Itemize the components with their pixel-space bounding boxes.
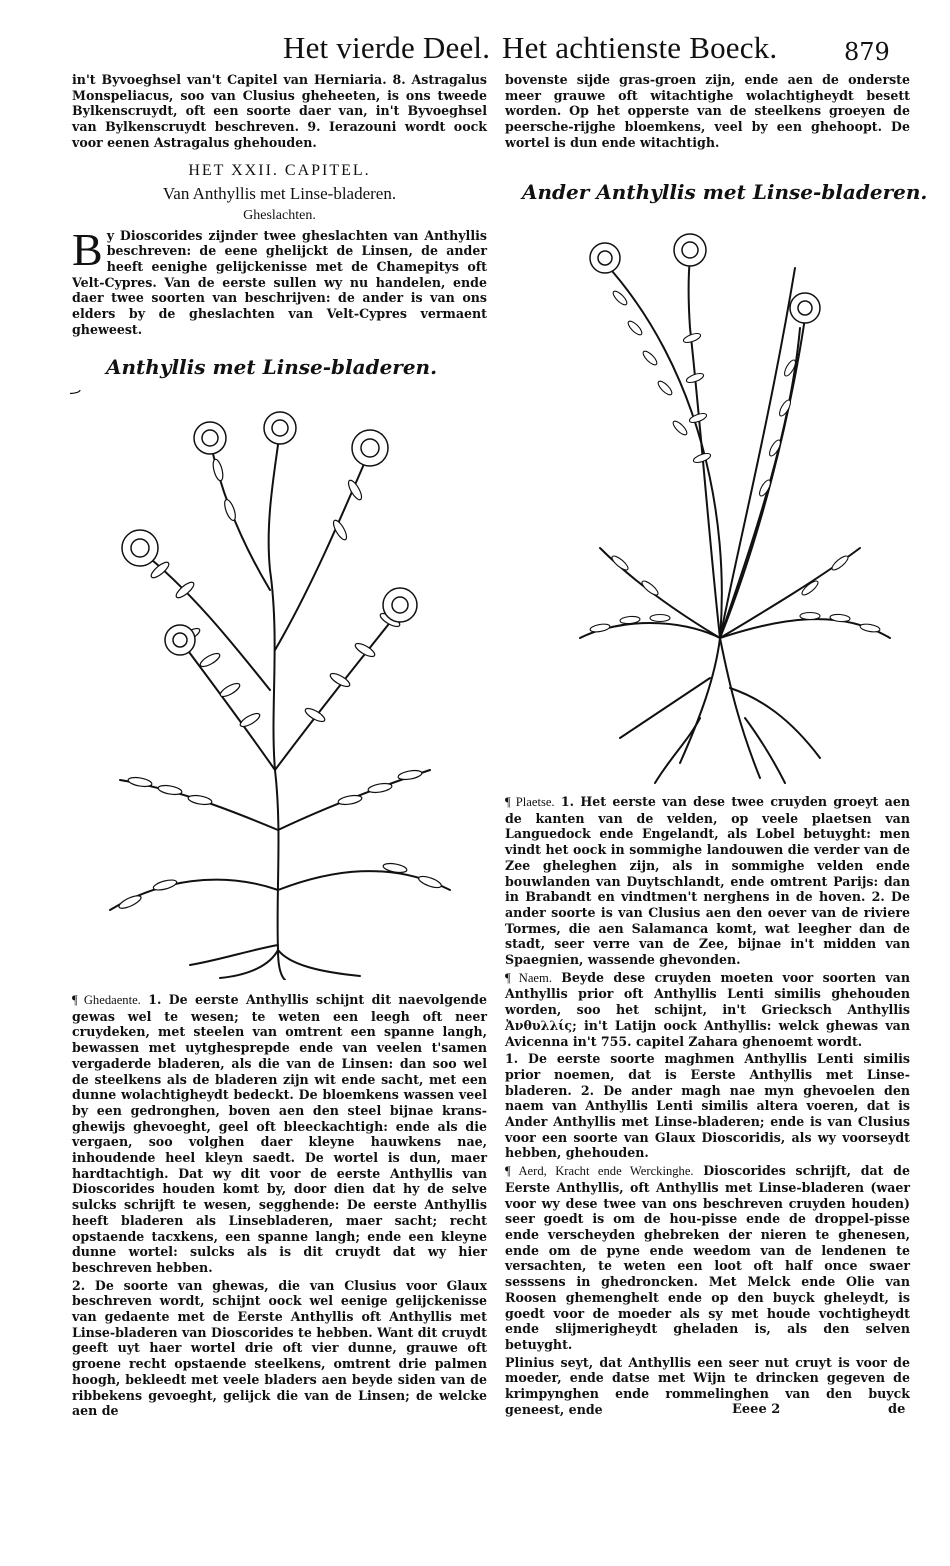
naem-paragraph: ¶ Naem. Beyde dese cruyden moeten voor soorten van Anthyllis prior oft Anthyllis Lenti similis ghehouden worden, soo het schijnt, in't Griecksch Anthyllis Ἀνθυλλίς; in't Latijn oock Anthyllis: welck ghewas van Avicenna in't 755. capitel Zahara ghenoemt wordt. [505,969,910,1049]
naem-paragraph-2: 1. De eerste soorte maghmen Anthyllis Lenti similis prior noemen, dat is Eerste Anthyllis met Linse-bladeren. 2. De ander magh nae myn ghevoelen den naem van Anthyllis Lenti similis altera voeren, dat is Ander Anthyllis met Linse-bladeren; ende is van Clusius voor een soorte van Glaux Dioscoridis, als wy voorseydt hebben, ghehouden. [505,1051,910,1161]
right-column-top: bovenste sijde gras-groen zijn, ende aen de onderste meer grauwe oft witachtighe wolachtigheydt besett worden. Op het opperste van de steelkens groeyen de peersche-rijghe bloemkens, veel by een ghehoopt. De wortel is dun ende witachtigh. [505,72,910,150]
plaetse-label: ¶ Plaetse. [505,795,555,809]
chapter-heading: HET XXII. CAPITEL. [188,161,371,179]
catchword: de [888,1402,906,1417]
left-figure-caption: Anthyllis met Linse-bladeren. [106,355,438,379]
ander-anthyllis-woodcut-illustration [560,218,910,788]
left-column-bottom [72,992,487,1421]
ghedaente-label: ¶ Ghedaente. [72,993,141,1007]
plinius-paragraph: Plinius seyt, dat Anthyllis een seer nut cruyt is voor de moeder, ende datse met Wijn te drincken gegeven de krimpynghen ende rommelinghen van den buyck geneest, ende [505,1354,910,1417]
naem-label: ¶ Naem. [505,970,552,985]
right-figure-caption: Ander Anthyllis met Linse-bladeren. [522,180,928,204]
aerd-label: ¶ Aerd, Kracht ende Werckinghe. [505,1164,694,1179]
signature-mark: Eeee 2 [732,1402,781,1417]
second-kind-paragraph: 2. De soorte van ghewas, die van Clusius voor Glaux beschreven wordt, schijnt oock wel eenige gelijckenisse van gedaente met de Eerste Anthyllis oft Anthyllis met Linse-bladeren van Dioscorides te hebben. Want dit cruydt geeft uyt haer wortel drie oft vier dunne, grauwe oft groene recht opstaende steelkens, omtrent drie palmen hoogh, bekleedt met veele bladers aen beyde siden van de ribbekens gevoeght, gelijck die van de Linsen; de welcke aen de [72,1277,487,1419]
gheslachten-paragraph: B y Dioscorides zijnder twee gheslachten van Anthyllis beschreven: de eene ghelijckt de Linsen, de ander heeft eenighe gelijckenisse met de Chamepitys oft Velt-Cypres. Van de eerste sullen wy nu handelen, ende daer twee soorten van beschrijven: de ander is van ons elders by de gheslachten van Velt-Cypres vermaent gheweest. [72,223,487,337]
page-number: 879 [844,38,890,66]
anthyllis-woodcut-illustration [70,390,490,980]
ghedaente-paragraph: ¶ Ghedaente. 1. De eerste Anthyllis schijnt dit naevolgende gewas wel te wesen; te weten een leegh oft neer cruydeken, met steelen van omtrent een spanne langh, bewassen met uytghesprepde ende van veelen t'samen vergaderde bladeren, als die van de Linsen: dan soo wel de steelkens als de bladeren zijn wit ende sacht, met een dunne wolachtigheydt bedeckt. De bloemkens wassen veel by een gedronghen, boven aen den steel bijnae krans-ghewijs ghevoeght, geel oft bleeckachtigh: ende als die vergaen, soo volghen daer kleyne hauwkens nae, inhoudende heel kleyn saedt. De wortel is dun, maer hardtachtigh. Dat wy dit voor de eerste Anthyllis van Dioscorides houden komt by, door dien dat hy de selve sulcks schrijft te wesen, segghende: De eerste Anthyllis heeft bladeren als Linsebladeren, maer sacht; recht opstaende tacxkens, een spanne langh; ende een kleyne dunne wortel: sulcks als is dit cruydt dat wy hier beschreven hebben. [72,992,488,1275]
left-column-top [72,72,487,338]
left-running-title: Het vierde Deel. [283,30,491,65]
right-running-title: Het achtienste Boeck. [502,30,778,65]
intro-paragraph: in't Byvoeghsel van't Capitel van Herniaria. 8. Astragalus Monspeliacus, soo van Clusius gheheeten, is ons tweede Bylkenscruydt, oft een soorte daer van, in't Byvoeghsel van Bylkenscruydt beschreven. 9. Ierazouni wordt oock voor eenen Astragalus ghehouden. [72,72,487,150]
section-heading: Gheslachten. [243,207,316,223]
chapter-title: Van Anthyllis met Linse-bladeren. [162,184,397,204]
aerd-paragraph: ¶ Aerd, Kracht ende Werckinghe. Dioscorides schrijft, dat de Eerste Anthyllis, oft Anthyllis met Linse-bladeren (waer voor wy dese twee van ons beschreven cruyden houden) seer goedt is om de hou-pisse ende de droppel-pisse ende verscheyden ghebreken der nieren te ghenesen, ende om de pyne ende weedom van de lendenen te versachten, te weten een loot oft half once swaer sesssens in ghedroncken. Met Melck ende Olie van Roosen ghemenghelt ende op den buyck gheleydt, is goedt voor de moeder als sy met houde vochtigheydt ende slijmerigheydt gheladen is, als den selven betuyght. [505,1163,910,1352]
dropcap: B [72,223,103,275]
right-column-bottom [505,794,910,1419]
plaetse-paragraph: ¶ Plaetse. 1. Het eerste van dese twee cruyden groeyt aen de kanten van de velden, op veele plaetsen van Languedock ende Engelandt, als Lobel betuyght: men vindt het oock in sommighe landouwen die verder van de Zee gheleghen zijn, als in sommighe velden ende bouwlanden van Duytschlandt, ende omtrent Parijs: dan in Brabandt en vindtmen't nerghens in de hoven. 2. De ander soorte is van Clusius aen den oever van de riviere Tormes, die aen Salamanca komt, wat leegher dan de stadt, seer verre van de Zee, bijnae in't midden van Spaegnien, wassende ghevonden. [505,794,910,968]
